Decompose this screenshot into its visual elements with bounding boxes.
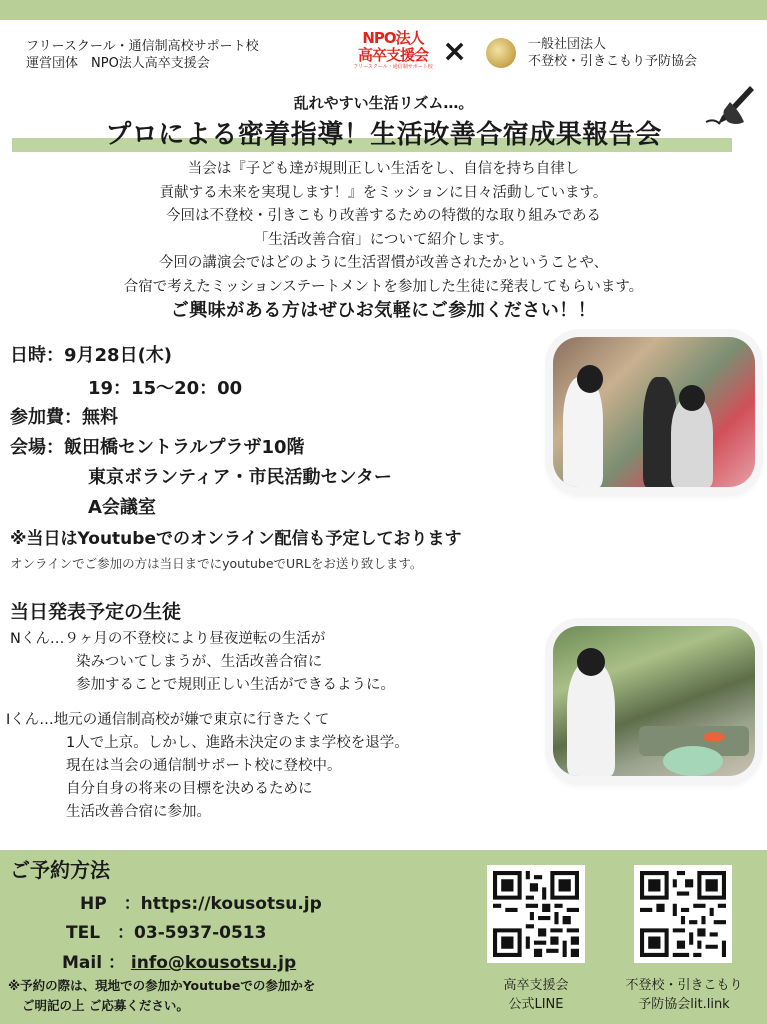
student-i-line: 自分自身の将来の目標を決めるために	[66, 781, 313, 797]
intro-line: 貢献する未来を実現します！』をミッションに日々活動しています。	[159, 184, 608, 201]
intro-text	[0, 158, 767, 300]
qr-label-litlink-1: 不登校・引きこもり	[625, 978, 743, 993]
organizer-left-line1: フリースクール・通信制高校サポート校	[26, 39, 259, 54]
student-i-line: 1人で上京。しかし、進路未決定のまま学校を退学。	[66, 735, 409, 751]
subtitle: 乱れやすい生活リズム…。	[293, 94, 474, 112]
student-i-line: 生活改善合宿に参加。	[66, 804, 211, 820]
qr-label-line-1: 高卒支援会	[503, 978, 569, 993]
student-i-line: 現在は当会の通信制サポート校に登校中。	[66, 758, 342, 774]
student-i-line: Iくん…地元の通信制高校が嫌で東京に行きたくて	[6, 712, 330, 728]
organizer-right	[528, 36, 697, 70]
page-title: プロによる密着指導！生活改善合宿成果報告会	[105, 120, 662, 150]
top-band	[0, 0, 767, 20]
intro-line: 当会は『子ども達が規則正しい生活をし、自信を持ち自律し	[187, 161, 580, 177]
student-n-line: Nくん…９ヶ月の不登校により昼夜逆転の生活が	[10, 631, 326, 647]
student-n-line: 参加することで規則正しい生活ができるように。	[76, 677, 395, 693]
qr-code-icon	[493, 871, 579, 957]
qr-code-line[interactable]	[487, 865, 585, 963]
qr-label-line-2: 公式LINE	[508, 997, 564, 1012]
photo-person-head	[679, 385, 705, 411]
association-emblem-icon	[486, 38, 516, 68]
photo-person-head	[577, 648, 605, 676]
event-time: 19：15〜20：00	[88, 378, 243, 399]
photo-supermarket	[553, 337, 755, 487]
photo-person-head	[577, 365, 603, 393]
photo-camp-cooking	[553, 626, 755, 776]
npo-logo-line3: フリースクール・通信制サポート校	[353, 64, 433, 70]
event-venue-line3: A会議室	[88, 497, 156, 518]
event-venue-line1: 会場：飯田橋セントラルプラザ10階	[10, 437, 305, 458]
online-stream-note: ※当日はYoutubeでのオンライン配信も予定しております	[10, 529, 462, 549]
event-fee: 参加費：無料	[10, 407, 118, 428]
photo-basket	[663, 746, 723, 776]
reservation-note-line1: ※予約の際は、現地での参加かYoutubeでの参加かを	[8, 978, 316, 993]
organizer-left-line2: 運営団体 NPO法人高卒支援会	[26, 56, 210, 71]
students-heading: 当日発表予定の生徒	[10, 601, 182, 623]
event-venue-line2: 東京ボランティア・市民活動センター	[88, 467, 392, 488]
qr-label-line	[477, 976, 595, 1014]
student-n-line: 染みついてしまうが、生活改善合宿に	[76, 654, 323, 670]
photo-dish	[703, 732, 725, 742]
intro-line: 今回の講演会ではどのように生活習慣が改善されたかということや、	[158, 255, 609, 272]
reservation-mail-label: Mail ：	[62, 953, 125, 973]
call-to-action: ご興味がある方はぜひお気軽にご参加ください！！	[170, 300, 597, 321]
qr-label-litlink-2: 予防協会lit.link	[638, 997, 730, 1012]
organizer-right-line2: 不登校・引きこもり予防協会	[528, 54, 698, 69]
intro-line: 今回は不登校・引きこもり改善するための特徴的な取り組みである	[166, 208, 601, 225]
reservation-mail-link[interactable]: info@kousotsu.jp	[130, 953, 297, 973]
intro-line: 合宿で考えたミッションステートメントを参加した生徒に発表してもらいます。	[123, 278, 644, 295]
pen-hand-icon	[700, 82, 756, 132]
online-stream-subnote: オンラインでご参加の方は当日までにyoutubeでURLをお送り致します。	[10, 556, 423, 571]
event-date: 日時：9月28日(木)	[10, 345, 173, 366]
reservation-hp[interactable]: HP ：https://kousotsu.jp	[80, 894, 322, 914]
reservation-note	[8, 976, 315, 1016]
intro-line: 「生活改善合宿」について紹介します。	[253, 231, 514, 248]
reservation-mail	[62, 948, 296, 973]
npo-logo	[352, 30, 434, 74]
reservation-heading: ご予約方法	[10, 858, 110, 882]
qr-label-litlink	[605, 976, 763, 1014]
photo-person	[563, 377, 603, 487]
photo-person	[567, 662, 615, 776]
reservation-note-line2: ご明記の上 ご応募ください。	[22, 998, 189, 1013]
npo-logo-line1: NPO法人	[362, 29, 424, 47]
qr-code-litlink[interactable]	[634, 865, 732, 963]
reservation-tel[interactable]: TEL ：03-5937-0513	[66, 923, 267, 943]
npo-logo-line2: 高卒支援会	[357, 46, 428, 64]
qr-code-icon	[640, 871, 726, 957]
organizer-left	[26, 38, 259, 72]
collaboration-times-sign: ×	[442, 34, 468, 69]
organizer-right-line1: 一般社団法人	[528, 37, 607, 52]
